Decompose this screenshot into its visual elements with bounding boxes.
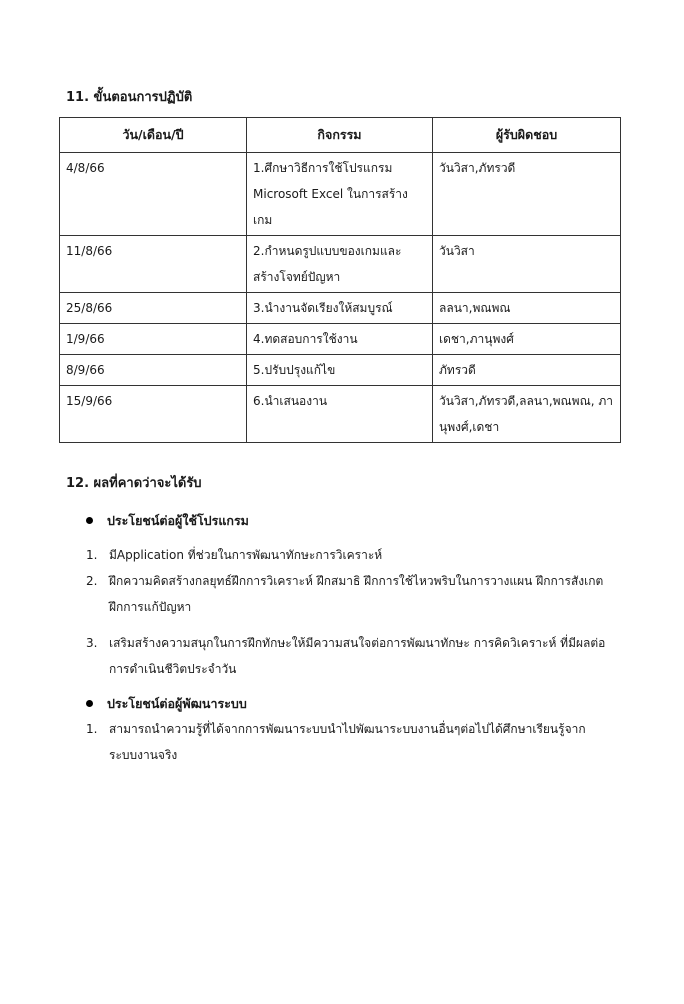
- list-item-number: 1.: [86, 722, 98, 736]
- column-header-date: วัน/เดือน/ปี: [60, 118, 247, 153]
- table-row: [60, 324, 621, 355]
- activity-cell: 4.ทดสอบการใช้งาน: [247, 324, 433, 355]
- list-item: [86, 542, 606, 568]
- owner-cell: ลลนา,พณพณ: [433, 293, 621, 324]
- list-item-number: 1.: [86, 548, 98, 562]
- benefit-group-title: ประโยชน์ต่อผู้ใช้โปรแกรม: [107, 513, 249, 528]
- owner-cell: วันวิสา,ภัทรวดี,ลลนา,พณพณ, ภานุพงศ์,เดชา: [433, 386, 621, 443]
- activity-cell: 3.นำงานจัดเรียงให้สมบูรณ์: [247, 293, 433, 324]
- list-item-number: 3.: [86, 636, 98, 650]
- bullet-icon: [86, 517, 93, 524]
- date-cell: 4/8/66: [60, 153, 247, 236]
- date-cell: 11/8/66: [60, 236, 247, 293]
- list-item: [86, 716, 606, 768]
- procedure-table: [59, 117, 621, 443]
- developer-benefits-list: [86, 716, 606, 768]
- list-item: [86, 568, 606, 620]
- section-heading-expected-results: 12. ผลที่คาดว่าจะได้รับ: [66, 476, 202, 491]
- date-cell: 15/9/66: [60, 386, 247, 443]
- list-item-number: 2.: [86, 574, 98, 588]
- table-row: [60, 355, 621, 386]
- table-row: [60, 293, 621, 324]
- table-row: [60, 153, 621, 236]
- owner-cell: เดชา,ภานุพงศ์: [433, 324, 621, 355]
- date-cell: 1/9/66: [60, 324, 247, 355]
- section-heading-procedure: 11. ขั้นตอนการปฏิบัติ: [66, 90, 193, 105]
- column-header-owner: ผู้รับผิดชอบ: [433, 118, 621, 153]
- user-benefits-list: [86, 542, 606, 682]
- activity-cell: 6.นำเสนองาน: [247, 386, 433, 443]
- activity-cell: 5.ปรับปรุงแก้ไข: [247, 355, 433, 386]
- column-header-activity: กิจกรรม: [247, 118, 433, 153]
- date-cell: 25/8/66: [60, 293, 247, 324]
- activity-cell: 2.กำหนดรูปแบบของเกมและสร้างโจทย์ปัญหา: [247, 236, 433, 293]
- list-item-text: เสริมสร้างความสนุกในการฝึกทักษะให้มีความสนใจต่อการพัฒนาทักษะ การคิดวิเคราะห์ ที่มีผลต่อการดำเนินชีวิตประจำวัน: [109, 636, 606, 676]
- table-row: [60, 386, 621, 443]
- owner-cell: ภัทรวดี: [433, 355, 621, 386]
- bullet-icon: [86, 700, 93, 707]
- date-cell: 8/9/66: [60, 355, 247, 386]
- list-item-text: สามารถนำความรู้ที่ได้จากการพัฒนาระบบนำไปพัฒนาระบบงานอื่นๆต่อไปได้ศึกษาเรียนรู้จากระบบงานจริง: [109, 722, 586, 762]
- benefit-group-title: ประโยชน์ต่อผู้พัฒนาระบบ: [107, 696, 247, 711]
- activity-cell: 1.ศึกษาวิธีการใช้โปรแกรม Microsoft Excel ในการสร้างเกม: [247, 153, 433, 236]
- benefit-group-heading-developers: [86, 694, 247, 714]
- list-item-text: มีApplication ที่ช่วยในการพัฒนาทักษะการวิเคราะห์: [109, 548, 383, 562]
- list-item-text: ฝึกความคิดสร้างกลยุทธ์ฝึกการวิเคราะห์ ฝึกสมาธิ ฝึกการใช้ไหวพริบในการวางแผน ฝึกการสังเกต ฝึกการแก้ปัญหา: [109, 574, 604, 614]
- list-item: [86, 630, 606, 682]
- table-row: [60, 236, 621, 293]
- owner-cell: วันวิสา: [433, 236, 621, 293]
- benefit-group-heading-users: [86, 511, 249, 531]
- owner-cell: วันวิสา,ภัทรวดี: [433, 153, 621, 236]
- table-header-row: [60, 118, 621, 153]
